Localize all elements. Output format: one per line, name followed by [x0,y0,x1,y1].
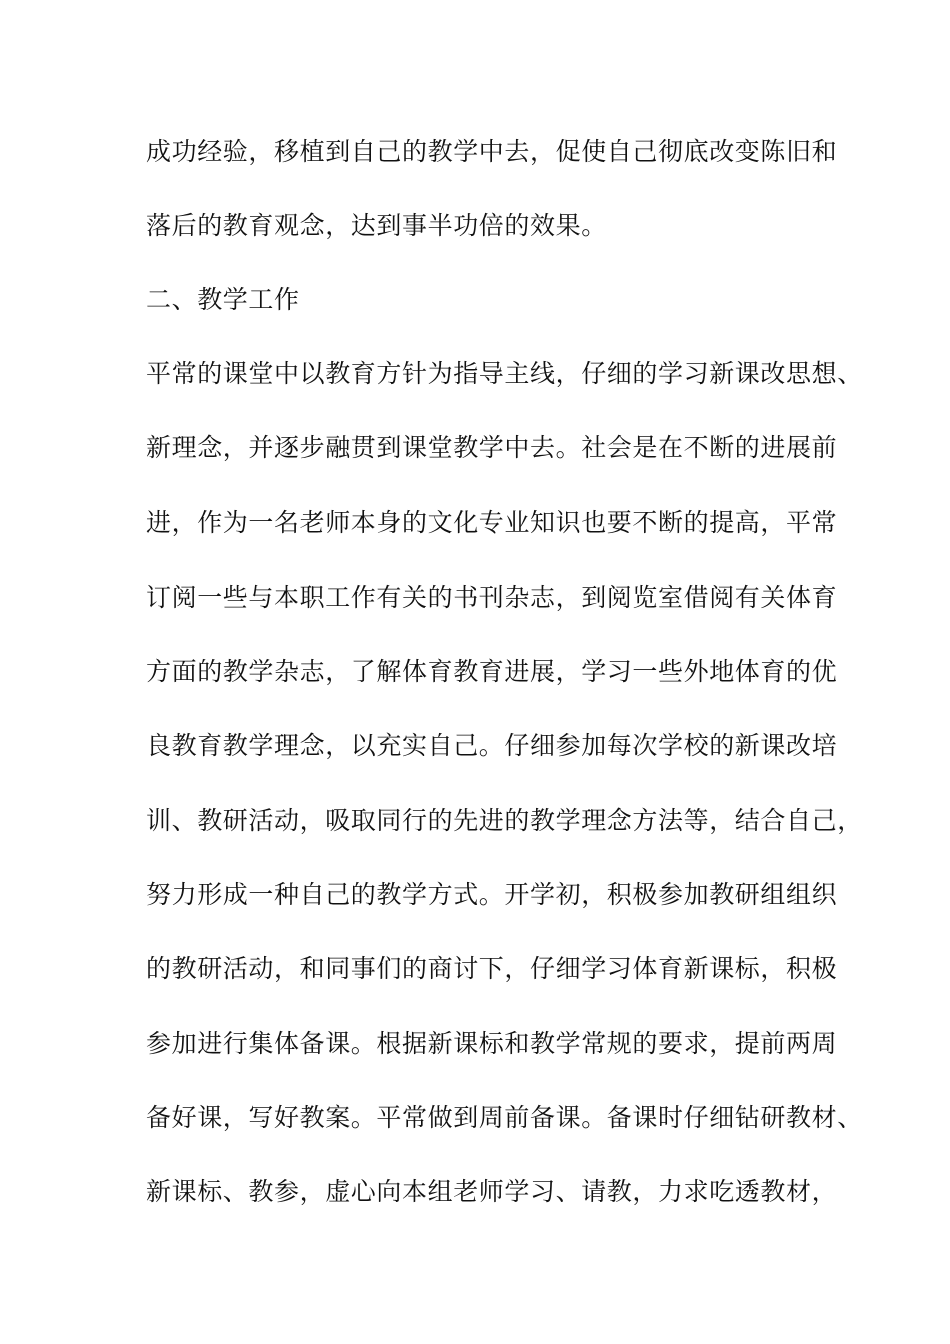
text-line-8: 方面的教学杂志，了解体育教育进展，学习一些外地体育的优 [146,657,838,686]
text-line-10: 训、教研活动，吸取同行的先进的教学理念方法等，结合自己， [146,806,863,835]
text-line-11: 努力形成一种自己的教学方式。开学初，积极参加教研组组织 [146,880,838,909]
text-line-6: 进，作为一名老师本身的文化专业知识也要不断的提高，平常 [146,508,838,537]
text-line-1: 成功经验，移植到自己的教学中去，促使自己彻底改变陈旧和 [146,137,838,166]
text-line-9: 良教育教学理念，以充实自己。仔细参加每次学校的新课改培 [146,731,838,760]
text-line-13: 参加进行集体备课。根据新课标和教学常规的要求，提前两周 [146,1029,838,1058]
text-line-7: 订阅一些与本职工作有关的书刊杂志，到阅览室借阅有关体育 [146,583,838,612]
text-line-12: 的教研活动，和同事们的商讨下，仔细学习体育新课标，积极 [146,954,838,983]
text-line-14: 备好课，写好教案。平常做到周前备课。备课时仔细钻研教材、 [146,1103,863,1132]
text-line-5: 新理念，并逐步融贯到课堂教学中去。社会是在不断的进展前 [146,433,838,462]
text-line-15: 新课标、教参，虚心向本组老师学习、请教，力求吃透教材， [146,1177,838,1206]
text-line-2: 落后的教育观念，达到事半功倍的效果。 [146,211,607,240]
section-heading: 二、教学工作 [146,285,300,314]
text-line-4: 平常的课堂中以教育方针为指导主线，仔细的学习新课改思想、 [146,359,863,388]
